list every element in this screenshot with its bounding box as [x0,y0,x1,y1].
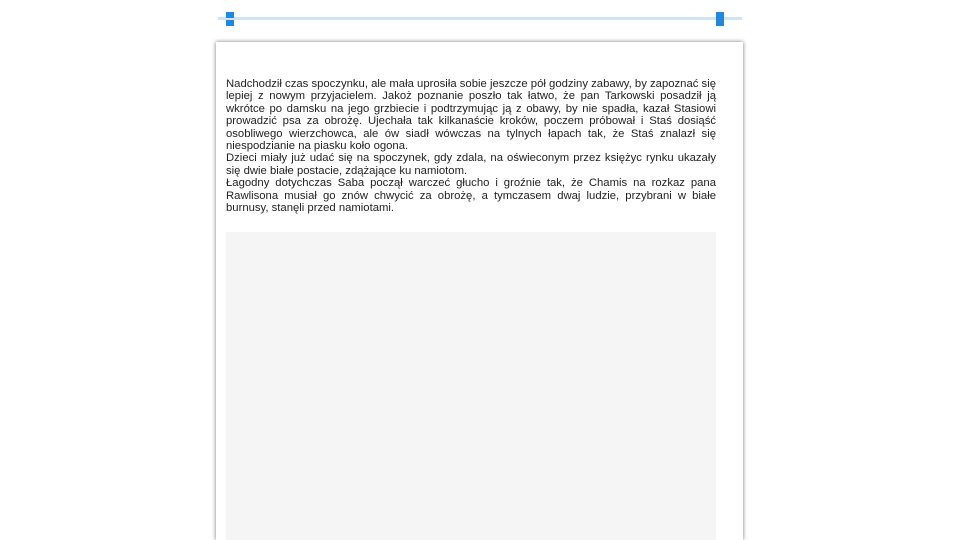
left-indent-handle[interactable] [226,20,234,26]
document-page[interactable] [216,42,743,540]
right-indent-marker-icon[interactable] [716,12,724,26]
document-body[interactable] [226,78,716,214]
paragraph-1[interactable]: Nadchodził czas spoczynku, ale mała uprosiła sobie jeszcze pół godziny zabawy, by zapoznać się lepiej z nowym przyjacielem. Jakoż poznanie poszło tak łatwo, że pan Tarkowski posadził ją wkrótce po damsku na jego grzbiecie i podtrzymując ją z obawy, by nie spadła, kazał Stasiowi prowadzić psa za obrożę. Ujechała tak kilkanaście kroków, poczem próbował i Staś dosiąść osobliwego wierzchowca, ale ów siadł wówczas na tylnych łapach tak, że Staś znalazł się niespodzianie na piasku koło ogona. [226,78,716,153]
paragraph-3[interactable]: Łagodny dotychczas Saba począł warczeć głucho i groźnie tak, że Chamis na rozkaz pana Rawlisona musiał go znów chwycić za obrożę, a tymczasem dwaj ludzie, przybrani w białe burnusy, stanęli przed namiotami. [226,177,716,215]
indent-marker-icon[interactable] [226,12,234,26]
first-line-indent-handle[interactable] [226,12,234,18]
ruler-track [218,17,742,20]
page-lower-area [226,232,716,540]
paragraph-2[interactable]: Dzieci miały już udać się na spoczynek, gdy zdala, na oświeconym przez księżyc rynku ukazały się dwie białe postacie, zdążające ku namiotom. [226,152,716,177]
horizontal-ruler[interactable] [218,12,742,26]
